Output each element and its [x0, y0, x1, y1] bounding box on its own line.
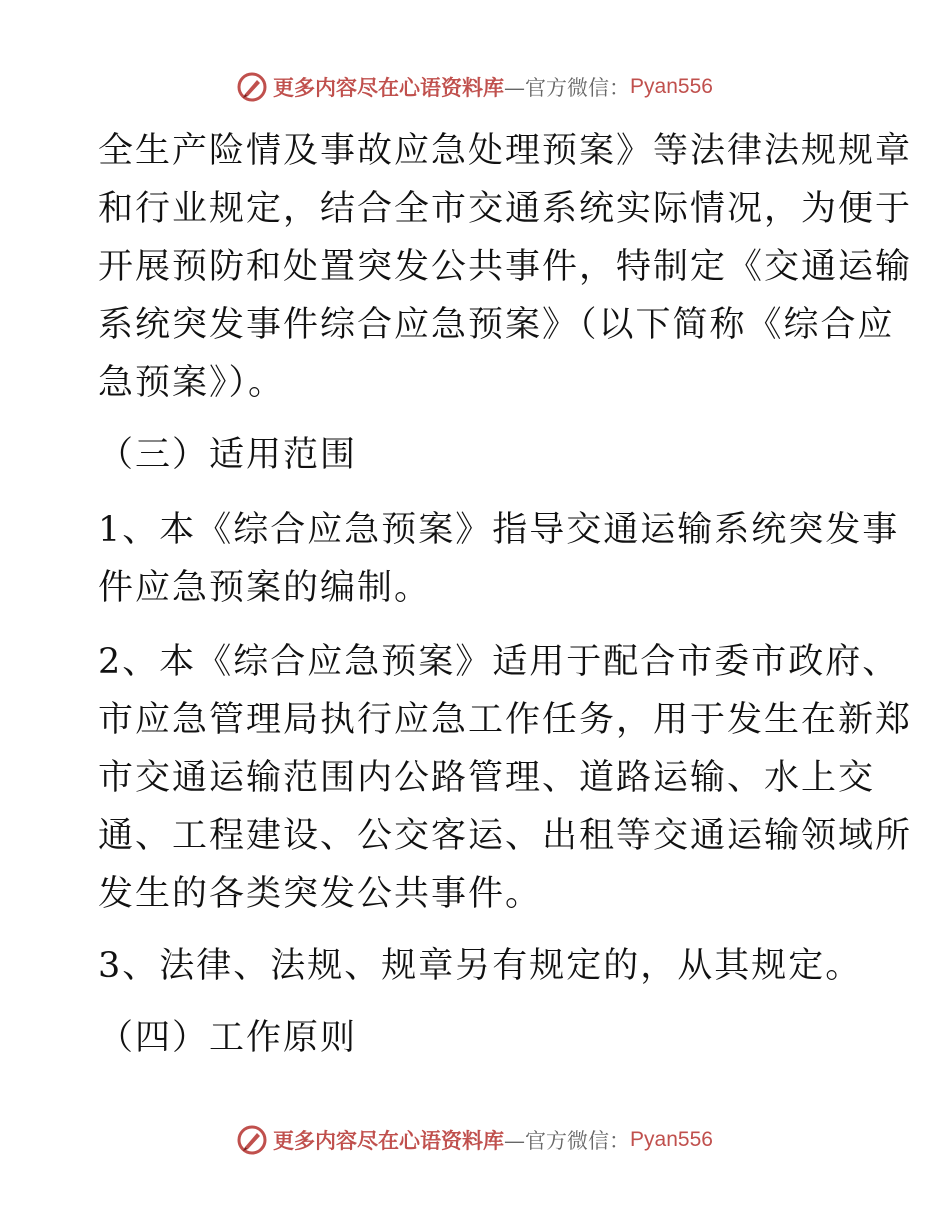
- text-line: 急预案》）。: [98, 363, 286, 403]
- text-line: 件应急预案的编制。: [98, 568, 432, 608]
- watermark-brand: 更多内容尽在心语资料库: [273, 1128, 505, 1153]
- text-line: 发生的各类突发公共事件。: [98, 874, 543, 914]
- watermark-handle: Pyan556: [630, 1128, 713, 1151]
- watermark-handle: Pyan556: [630, 75, 713, 98]
- watermark-dash: —官方微信：: [504, 76, 631, 100]
- text-line: 市应急管理局执行应急工作任务，用于发生在新郑: [98, 700, 913, 740]
- text-line: 2、本《综合应急预案》适用于配合市委市政府、: [98, 642, 900, 682]
- pen-logo-icon: [237, 72, 267, 102]
- pen-logo-icon: [237, 1125, 267, 1155]
- watermark-dash: —官方微信：: [504, 1129, 631, 1153]
- section-heading: （四）工作原则: [98, 1018, 358, 1058]
- text-line: 通、工程建设、公交客运、出租等交通运输领域所: [98, 816, 913, 856]
- watermark-header: [0, 72, 950, 102]
- text-line: 市交通运输范围内公路管理、道路运输、水上交: [98, 758, 876, 798]
- text-line: 系统突发事件综合应急预案》（以下简称《综合应: [98, 305, 895, 345]
- text-line: 和行业规定，结合全市交通系统实际情况，为便于: [98, 189, 913, 229]
- text-line: 1、本《综合应急预案》指导交通运输系统突发事: [98, 510, 900, 550]
- watermark-footer: [0, 1125, 950, 1155]
- section-heading: （三）适用范围: [98, 435, 358, 475]
- text-line: 全生产险情及事故应急处理预案》等法律法规规章: [98, 131, 913, 171]
- watermark-brand: 更多内容尽在心语资料库: [273, 75, 505, 100]
- text-line: 开展预防和处置突发公共事件，特制定《交通运输: [98, 247, 913, 287]
- text-line: 3、法律、法规、规章另有规定的，从其规定。: [98, 946, 863, 986]
- document-body: [98, 122, 913, 1067]
